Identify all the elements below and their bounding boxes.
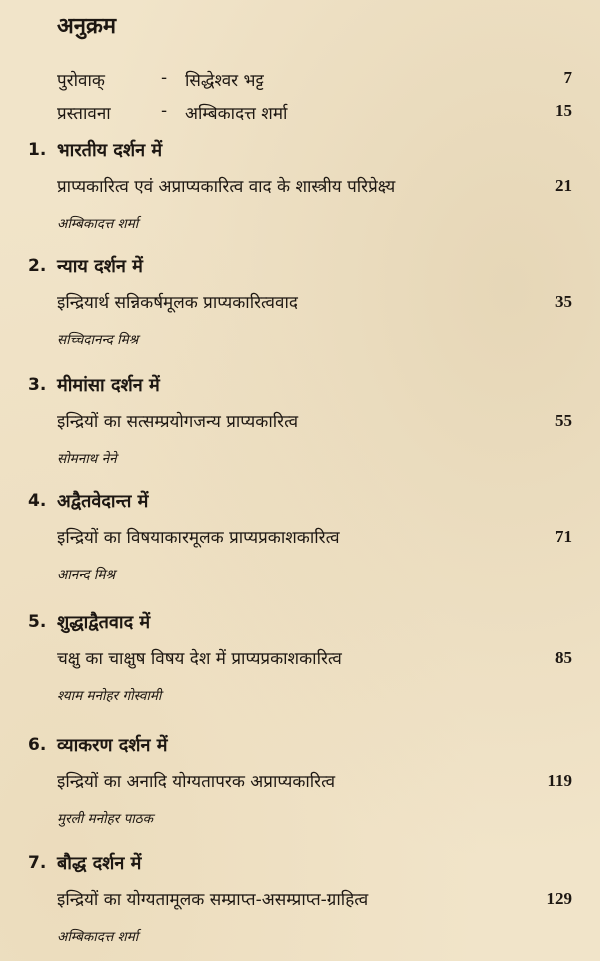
chapter-title: इन्द्रियार्थ सन्निकर्षमूलक प्राप्यकारित्ववाद bbox=[57, 293, 298, 313]
chapter-number: 7. bbox=[28, 853, 47, 873]
chapter-author: सच्चिदानन्द मिश्र bbox=[57, 332, 139, 348]
chapter-section: अद्वैतवेदान्त में bbox=[57, 491, 149, 512]
prefatory-title: पुरोवाक् bbox=[57, 71, 105, 91]
chapter-title: चक्षु का चाक्षुष विषय देश में प्राप्यप्रकाशकारित्व bbox=[57, 649, 342, 669]
chapter-author: सोमनाथ नेने bbox=[57, 451, 117, 467]
chapter-section: न्याय दर्शन में bbox=[57, 256, 143, 277]
chapter-page-number: 35 bbox=[555, 292, 572, 311]
chapter-author: श्याम मनोहर गोस्वामी bbox=[57, 688, 162, 704]
chapter-title: इन्द्रियों का सत्सम्प्रयोगजन्य प्राप्यकारित्व bbox=[57, 412, 299, 432]
contents-heading: अनुक्रम bbox=[57, 14, 117, 39]
chapter-section: बौद्ध दर्शन में bbox=[57, 853, 142, 874]
prefatory-title: प्रस्तावना bbox=[57, 104, 111, 124]
chapter-title: प्राप्यकारित्व एवं अप्राप्यकारित्व वाद के शास्त्रीय परिप्रेक्ष्य bbox=[57, 177, 396, 197]
chapter-title: इन्द्रियों का योग्यतामूलक सम्प्राप्त-असम्प्राप्त-ग्राहित्व bbox=[57, 890, 369, 910]
prefatory-dash: - bbox=[161, 68, 168, 88]
chapter-author: अम्बिकादत्त शर्मा bbox=[57, 929, 139, 945]
chapter-section: मीमांसा दर्शन में bbox=[57, 375, 160, 396]
prefatory-row bbox=[57, 101, 572, 127]
chapter-number: 2. bbox=[28, 256, 47, 276]
chapter-section: व्याकरण दर्शन में bbox=[57, 735, 168, 756]
chapter-page-number: 55 bbox=[555, 411, 572, 430]
chapter-page-number: 129 bbox=[546, 889, 572, 908]
chapter-page-number: 71 bbox=[555, 527, 572, 546]
chapter-title: इन्द्रियों का विषयाकारमूलक प्राप्यप्रकाशकारित्व bbox=[57, 528, 340, 548]
chapter-number: 5. bbox=[28, 612, 47, 632]
chapter-section: भारतीय दर्शन में bbox=[57, 140, 163, 161]
chapter-page-number: 85 bbox=[555, 648, 572, 667]
chapter-author: आनन्द मिश्र bbox=[57, 567, 116, 583]
chapter-number: 3. bbox=[28, 375, 47, 395]
prefatory-dash: - bbox=[161, 101, 168, 121]
prefatory-row bbox=[57, 68, 572, 94]
chapter-number: 6. bbox=[28, 735, 47, 755]
prefatory-page-number: 7 bbox=[563, 68, 572, 87]
chapter-number: 4. bbox=[28, 491, 47, 511]
prefatory-author: अम्बिकादत्त शर्मा bbox=[185, 104, 288, 124]
chapter-section: शुद्धाद्वैतवाद में bbox=[57, 612, 151, 633]
chapter-title: इन्द्रियों का अनादि योग्यतापरक अप्राप्यकारित्व bbox=[57, 772, 336, 792]
chapter-page-number: 119 bbox=[547, 771, 572, 790]
chapter-author: अम्बिकादत्त शर्मा bbox=[57, 216, 139, 232]
chapter-number: 1. bbox=[28, 140, 47, 160]
prefatory-page-number: 15 bbox=[555, 101, 572, 120]
chapter-author: मुरली मनोहर पाठक bbox=[57, 811, 153, 827]
prefatory-author: सिद्धेश्वर भट्ट bbox=[185, 71, 264, 91]
chapter-page-number: 21 bbox=[555, 176, 572, 195]
